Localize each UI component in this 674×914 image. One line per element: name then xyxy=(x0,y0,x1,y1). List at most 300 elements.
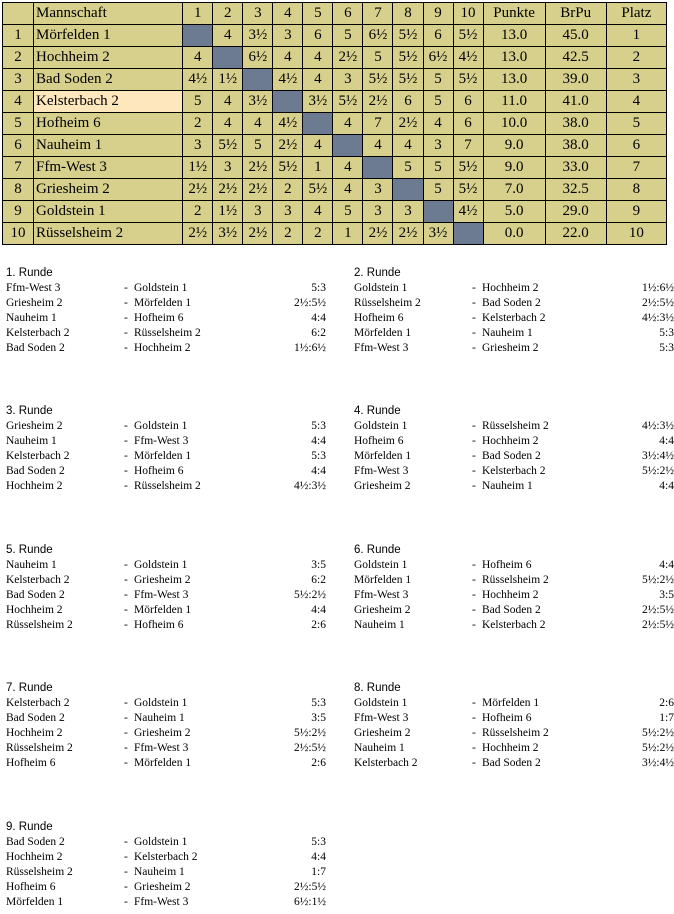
match-result: 5½:2½ xyxy=(294,727,326,739)
pairing-separator: - xyxy=(124,420,128,432)
match-result: 5½:2½ xyxy=(642,727,674,739)
board-points-cell: 39.0 xyxy=(545,69,606,91)
pairing-separator: - xyxy=(124,282,128,294)
pairing-separator: - xyxy=(124,435,128,447)
header-points: Punkte xyxy=(483,3,545,25)
match-result: 1:7 xyxy=(311,866,326,878)
points-cell: 11.0 xyxy=(483,91,545,113)
score-cell: 4 xyxy=(333,179,363,201)
home-team: Hofheim 6 xyxy=(6,881,56,893)
home-team: Griesheim 2 xyxy=(354,480,411,492)
pairing-row xyxy=(354,741,674,756)
pairing-row xyxy=(354,726,674,741)
crosstable-header xyxy=(3,3,667,25)
home-team: Goldstein 1 xyxy=(354,282,408,294)
away-team: Bad Soden 2 xyxy=(482,604,541,616)
score-cell: 2 xyxy=(183,113,213,135)
place-cell: 1 xyxy=(606,25,666,47)
score-cell: 1 xyxy=(303,157,333,179)
score-cell: 5½ xyxy=(453,69,483,91)
score-cell: 5½ xyxy=(393,25,423,47)
pairing-separator: - xyxy=(472,742,476,754)
score-cell: 4 xyxy=(333,157,363,179)
pairing-separator: - xyxy=(472,757,476,769)
score-cell xyxy=(423,201,453,223)
home-team: Bad Soden 2 xyxy=(6,465,65,477)
place-cell: 3 xyxy=(606,69,666,91)
score-cell: 4 xyxy=(273,47,303,69)
home-team: Hofheim 6 xyxy=(354,312,404,324)
match-result: 3:5 xyxy=(311,559,326,571)
score-cell: 1½ xyxy=(213,201,243,223)
board-points-cell: 29.0 xyxy=(545,201,606,223)
pairing-row xyxy=(354,434,674,449)
score-cell: 3½ xyxy=(303,91,333,113)
score-cell: 5½ xyxy=(453,179,483,201)
score-cell: 2 xyxy=(303,223,333,245)
header-opponent-10: 10 xyxy=(453,3,483,25)
rank-cell: 3 xyxy=(3,69,34,91)
pairing-separator: - xyxy=(124,881,128,893)
home-team: Nauheim 1 xyxy=(354,619,405,631)
points-cell: 0.0 xyxy=(483,223,545,245)
score-cell: 6 xyxy=(423,25,453,47)
pairing-separator: - xyxy=(124,574,128,586)
place-cell: 2 xyxy=(606,47,666,69)
pairing-separator: - xyxy=(472,342,476,354)
match-result: 4:4 xyxy=(659,435,674,447)
pairing-row xyxy=(6,895,326,910)
match-result: 4½:3½ xyxy=(294,480,326,492)
score-cell xyxy=(363,157,393,179)
round-block xyxy=(6,543,326,633)
away-team: Mörfelden 1 xyxy=(134,450,192,462)
pairing-separator: - xyxy=(124,559,128,571)
place-cell: 9 xyxy=(606,201,666,223)
board-points-cell: 38.0 xyxy=(545,113,606,135)
match-result: 6½:1½ xyxy=(294,896,326,908)
match-result: 4½:3½ xyxy=(642,312,674,324)
score-cell: 2½ xyxy=(363,223,393,245)
score-cell: 5½ xyxy=(453,25,483,47)
round-block xyxy=(6,266,326,356)
away-team: Rüsselsheim 2 xyxy=(482,420,549,432)
pairing-row xyxy=(6,296,326,311)
pairing-row xyxy=(6,756,326,771)
rank-cell: 6 xyxy=(3,135,34,157)
points-cell: 13.0 xyxy=(483,25,545,47)
pairing-row xyxy=(6,326,326,341)
pairing-row xyxy=(354,588,674,603)
pairing-row xyxy=(6,603,326,618)
home-team: Griesheim 2 xyxy=(6,420,63,432)
round-block xyxy=(6,820,326,910)
match-result: 5½:2½ xyxy=(642,574,674,586)
pairing-separator: - xyxy=(124,851,128,863)
round-block xyxy=(354,681,674,771)
pairing-row xyxy=(354,573,674,588)
team-name-cell: Griesheim 2 xyxy=(34,179,183,201)
home-team: Griesheim 2 xyxy=(354,727,411,739)
match-result: 2½:5½ xyxy=(294,881,326,893)
pairing-separator: - xyxy=(124,297,128,309)
home-team: Mörfelden 1 xyxy=(354,327,412,339)
score-cell: 3½ xyxy=(423,223,453,245)
team-name-cell: Ffm-West 3 xyxy=(34,157,183,179)
points-cell: 7.0 xyxy=(483,179,545,201)
score-cell xyxy=(213,47,243,69)
rank-cell: 5 xyxy=(3,113,34,135)
match-result: 5:3 xyxy=(311,420,326,432)
score-cell xyxy=(333,135,363,157)
pairing-separator: - xyxy=(124,450,128,462)
away-team: Bad Soden 2 xyxy=(482,757,541,769)
board-points-cell: 22.0 xyxy=(545,223,606,245)
score-cell: 3 xyxy=(273,201,303,223)
pairing-separator: - xyxy=(472,282,476,294)
score-cell: 3 xyxy=(363,179,393,201)
score-cell: 5½ xyxy=(363,69,393,91)
score-cell: 3 xyxy=(393,201,423,223)
header-team: Mannschaft xyxy=(34,3,183,25)
score-cell: 6½ xyxy=(423,47,453,69)
score-cell: 4 xyxy=(243,113,273,135)
home-team: Hofheim 6 xyxy=(6,757,56,769)
away-team: Kelsterbach 2 xyxy=(482,465,546,477)
pairing-separator: - xyxy=(472,604,476,616)
match-result: 5:3 xyxy=(311,836,326,848)
score-cell xyxy=(303,113,333,135)
score-cell: 3 xyxy=(213,157,243,179)
away-team: Ffm-West 3 xyxy=(134,589,189,601)
header-opponent-4: 4 xyxy=(273,3,303,25)
score-cell: 5½ xyxy=(303,179,333,201)
away-team: Hochheim 2 xyxy=(482,282,539,294)
home-team: Ffm-West 3 xyxy=(6,282,61,294)
pairing-row xyxy=(6,479,326,494)
home-team: Griesheim 2 xyxy=(354,604,411,616)
place-cell: 5 xyxy=(606,113,666,135)
pairing-row xyxy=(6,618,326,633)
pairing-separator: - xyxy=(472,589,476,601)
pairing-separator: - xyxy=(472,480,476,492)
home-team: Kelsterbach 2 xyxy=(6,327,70,339)
home-team: Bad Soden 2 xyxy=(6,836,65,848)
score-cell: 6½ xyxy=(243,47,273,69)
header-opponent-1: 1 xyxy=(183,3,213,25)
round-title: 9. Runde xyxy=(6,821,53,833)
pairing-row xyxy=(354,696,674,711)
round-block xyxy=(354,404,674,494)
pairing-row xyxy=(354,326,674,341)
board-points-cell: 42.5 xyxy=(545,47,606,69)
home-team: Nauheim 1 xyxy=(6,312,57,324)
score-cell: 4 xyxy=(423,113,453,135)
pairing-separator: - xyxy=(124,727,128,739)
pairing-separator: - xyxy=(124,712,128,724)
home-team: Kelsterbach 2 xyxy=(6,697,70,709)
score-cell xyxy=(243,69,273,91)
score-cell: 5½ xyxy=(273,157,303,179)
crosstable-row xyxy=(3,113,667,135)
score-cell: 2½ xyxy=(393,223,423,245)
crosstable-row xyxy=(3,47,667,69)
match-result: 4:4 xyxy=(311,435,326,447)
match-result: 4:4 xyxy=(659,559,674,571)
away-team: Hochheim 2 xyxy=(482,589,539,601)
home-team: Mörfelden 1 xyxy=(354,450,412,462)
match-result: 5:3 xyxy=(311,282,326,294)
header-rank-cell xyxy=(3,3,34,25)
round-block xyxy=(6,681,326,771)
team-name-cell: Hofheim 6 xyxy=(34,113,183,135)
home-team: Hochheim 2 xyxy=(6,604,63,616)
score-cell: 5½ xyxy=(393,69,423,91)
score-cell: 6 xyxy=(393,91,423,113)
score-cell: 2½ xyxy=(183,223,213,245)
rank-cell: 2 xyxy=(3,47,34,69)
away-team: Kelsterbach 2 xyxy=(482,312,546,324)
pairing-row xyxy=(6,341,326,356)
match-result: 5:3 xyxy=(659,327,674,339)
pairing-row xyxy=(354,711,674,726)
match-result: 4:4 xyxy=(311,604,326,616)
pairing-separator: - xyxy=(124,327,128,339)
score-cell: 5 xyxy=(333,25,363,47)
score-cell: 5½ xyxy=(453,157,483,179)
round-block xyxy=(6,404,326,494)
score-cell: 4½ xyxy=(453,201,483,223)
pairing-row xyxy=(354,479,674,494)
home-team: Griesheim 2 xyxy=(6,297,63,309)
home-team: Nauheim 1 xyxy=(6,559,57,571)
match-result: 5:3 xyxy=(311,697,326,709)
pairing-row xyxy=(6,865,326,880)
pairing-separator: - xyxy=(472,574,476,586)
crosstable-row xyxy=(3,25,667,47)
home-team: Rüsselsheim 2 xyxy=(6,619,73,631)
away-team: Hofheim 6 xyxy=(482,559,532,571)
match-result: 1½:6½ xyxy=(294,342,326,354)
away-team: Goldstein 1 xyxy=(134,559,188,571)
score-cell: 2 xyxy=(273,179,303,201)
rank-cell: 8 xyxy=(3,179,34,201)
score-cell: 5 xyxy=(423,91,453,113)
away-team: Nauheim 1 xyxy=(134,866,185,878)
score-cell: 2½ xyxy=(183,179,213,201)
crosstable-row xyxy=(3,179,667,201)
pairing-row xyxy=(6,696,326,711)
score-cell: 7 xyxy=(453,135,483,157)
away-team: Goldstein 1 xyxy=(134,836,188,848)
away-team: Rüsselsheim 2 xyxy=(482,727,549,739)
away-team: Hochheim 2 xyxy=(134,342,191,354)
away-team: Griesheim 2 xyxy=(134,574,191,586)
pairing-row xyxy=(6,311,326,326)
match-result: 4:4 xyxy=(311,851,326,863)
pairing-separator: - xyxy=(124,480,128,492)
points-cell: 9.0 xyxy=(483,157,545,179)
rank-cell: 7 xyxy=(3,157,34,179)
pairing-row xyxy=(354,449,674,464)
score-cell: 2½ xyxy=(213,179,243,201)
score-cell: 3 xyxy=(333,69,363,91)
away-team: Hofheim 6 xyxy=(134,312,184,324)
match-result: 5½:2½ xyxy=(642,742,674,754)
board-points-cell: 45.0 xyxy=(545,25,606,47)
round-title: 6. Runde xyxy=(354,544,401,556)
home-team: Nauheim 1 xyxy=(6,435,57,447)
score-cell: 2½ xyxy=(363,91,393,113)
match-result: 3½:4½ xyxy=(642,450,674,462)
round-title: 1. Runde xyxy=(6,267,53,279)
home-team: Bad Soden 2 xyxy=(6,342,65,354)
pairing-row xyxy=(6,558,326,573)
rank-cell: 4 xyxy=(3,91,34,113)
round-title: 4. Runde xyxy=(354,405,401,417)
score-cell: 5½ xyxy=(393,47,423,69)
board-points-cell: 33.0 xyxy=(545,157,606,179)
pairing-row xyxy=(354,311,674,326)
score-cell: 4½ xyxy=(273,69,303,91)
score-cell: 5½ xyxy=(333,91,363,113)
score-cell: 2½ xyxy=(243,157,273,179)
pairing-separator: - xyxy=(472,450,476,462)
score-cell: 4 xyxy=(303,201,333,223)
match-result: 4:4 xyxy=(311,312,326,324)
crosstable-row xyxy=(3,135,667,157)
pairing-separator: - xyxy=(472,312,476,324)
score-cell: 6½ xyxy=(363,25,393,47)
header-opponent-5: 5 xyxy=(303,3,333,25)
match-result: 6:2 xyxy=(311,574,326,586)
score-cell: 5 xyxy=(393,157,423,179)
match-result: 3:5 xyxy=(659,589,674,601)
pairing-row xyxy=(6,419,326,434)
away-team: Kelsterbach 2 xyxy=(134,851,198,863)
match-result: 5:3 xyxy=(659,342,674,354)
pairing-separator: - xyxy=(124,342,128,354)
score-cell: 3½ xyxy=(213,223,243,245)
match-result: 1:7 xyxy=(659,712,674,724)
header-opponent-7: 7 xyxy=(363,3,393,25)
score-cell: 2½ xyxy=(243,179,273,201)
score-cell: 5 xyxy=(423,157,453,179)
header-board-points: BrPu xyxy=(545,3,606,25)
home-team: Goldstein 1 xyxy=(354,697,408,709)
home-team: Ffm-West 3 xyxy=(354,712,409,724)
rank-cell: 10 xyxy=(3,223,34,245)
score-cell xyxy=(273,91,303,113)
team-name-cell: Nauheim 1 xyxy=(34,135,183,157)
pairing-row xyxy=(6,573,326,588)
away-team: Griesheim 2 xyxy=(134,727,191,739)
away-team: Mörfelden 1 xyxy=(134,604,192,616)
home-team: Kelsterbach 2 xyxy=(6,450,70,462)
match-result: 5½:2½ xyxy=(642,465,674,477)
match-result: 4:4 xyxy=(311,465,326,477)
pairing-separator: - xyxy=(124,619,128,631)
pairing-separator: - xyxy=(472,727,476,739)
score-cell: 1½ xyxy=(183,157,213,179)
away-team: Bad Soden 2 xyxy=(482,297,541,309)
away-team: Ffm-West 3 xyxy=(134,742,189,754)
score-cell: 6 xyxy=(453,113,483,135)
crosstable-row xyxy=(3,201,667,223)
place-cell: 8 xyxy=(606,179,666,201)
points-cell: 10.0 xyxy=(483,113,545,135)
score-cell: 3 xyxy=(183,135,213,157)
pairing-separator: - xyxy=(472,559,476,571)
score-cell: 2 xyxy=(273,223,303,245)
match-result: 4½:3½ xyxy=(642,420,674,432)
match-result: 5:3 xyxy=(311,450,326,462)
score-cell: 5 xyxy=(183,91,213,113)
pairing-separator: - xyxy=(124,866,128,878)
away-team: Hofheim 6 xyxy=(134,465,184,477)
score-cell: 1 xyxy=(333,223,363,245)
board-points-cell: 32.5 xyxy=(545,179,606,201)
away-team: Nauheim 1 xyxy=(482,327,533,339)
pairing-row xyxy=(6,449,326,464)
header-place: Platz xyxy=(606,3,666,25)
score-cell: 3 xyxy=(423,135,453,157)
match-result: 2:6 xyxy=(311,619,326,631)
match-result: 2:6 xyxy=(311,757,326,769)
home-team: Hochheim 2 xyxy=(6,727,63,739)
points-cell: 13.0 xyxy=(483,69,545,91)
match-result: 3½:4½ xyxy=(642,757,674,769)
pairing-separator: - xyxy=(124,697,128,709)
place-cell: 10 xyxy=(606,223,666,245)
round-title: 2. Runde xyxy=(354,267,401,279)
pairing-separator: - xyxy=(472,619,476,631)
score-cell: 6 xyxy=(303,25,333,47)
match-result: 2½:5½ xyxy=(642,604,674,616)
round-title: 5. Runde xyxy=(6,544,53,556)
score-cell: 3½ xyxy=(243,91,273,113)
team-name-cell: Hochheim 2 xyxy=(34,47,183,69)
away-team: Kelsterbach 2 xyxy=(482,619,546,631)
team-name-cell: Kelsterbach 2 xyxy=(34,91,183,113)
board-points-cell: 38.0 xyxy=(545,135,606,157)
score-cell: 4 xyxy=(303,47,333,69)
home-team: Goldstein 1 xyxy=(354,559,408,571)
round-title: 8. Runde xyxy=(354,682,401,694)
header-opponent-3: 3 xyxy=(243,3,273,25)
pairing-row xyxy=(354,603,674,618)
pairing-separator: - xyxy=(124,604,128,616)
pairing-separator: - xyxy=(472,465,476,477)
header-opponent-2: 2 xyxy=(213,3,243,25)
round-block xyxy=(354,266,674,356)
pairing-separator: - xyxy=(124,836,128,848)
away-team: Mörfelden 1 xyxy=(134,297,192,309)
round-block xyxy=(354,543,674,633)
pairing-row xyxy=(6,741,326,756)
home-team: Hofheim 6 xyxy=(354,435,404,447)
pairing-row xyxy=(6,850,326,865)
pairing-row xyxy=(354,756,674,771)
home-team: Kelsterbach 2 xyxy=(6,574,70,586)
pairing-row xyxy=(6,464,326,479)
pairing-row xyxy=(354,464,674,479)
score-cell: 2½ xyxy=(333,47,363,69)
score-cell: 5 xyxy=(333,201,363,223)
match-result: 2½:5½ xyxy=(642,619,674,631)
away-team: Rüsselsheim 2 xyxy=(482,574,549,586)
team-name-cell: Goldstein 1 xyxy=(34,201,183,223)
